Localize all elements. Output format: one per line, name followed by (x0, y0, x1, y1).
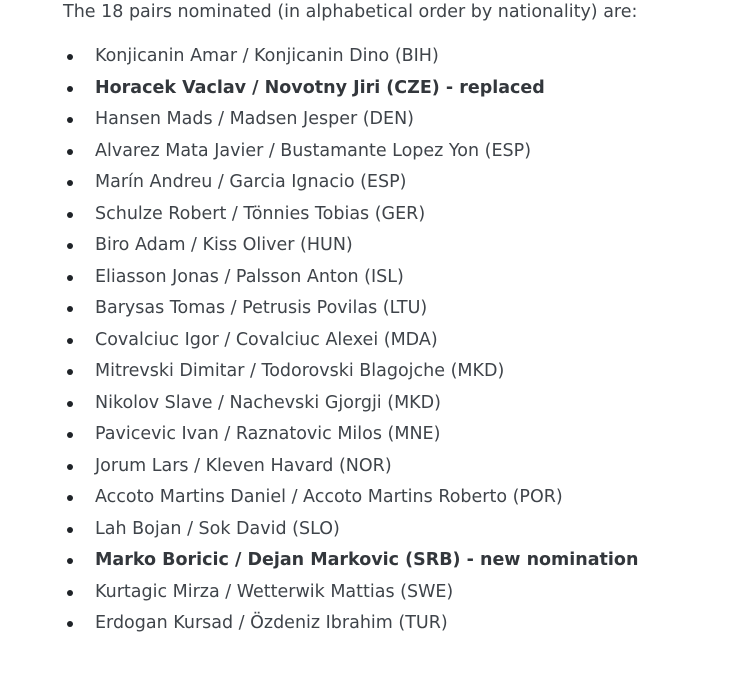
pair-text: Accoto Martins Daniel / Accoto Martins Roberto (POR) (95, 487, 563, 507)
list-item (63, 608, 638, 640)
bullet-icon (67, 306, 73, 312)
pair-text: Covalciuc Igor / Covalciuc Alexei (MDA) (95, 329, 438, 350)
list-item (63, 41, 638, 73)
pair-text: Jorum Lars / Kleven Havard (NOR) (95, 455, 392, 476)
list-item (63, 73, 638, 105)
list-item (63, 104, 638, 136)
pair-text: Schulze Robert / Tönnies Tobias (GER) (95, 203, 426, 224)
bullet-icon (67, 621, 73, 627)
referee-pairs-list (63, 41, 638, 640)
list-item (63, 262, 638, 294)
bullet-icon (67, 495, 73, 501)
list-item (63, 167, 638, 199)
pair-text: Pavicevic Ivan / Raznatovic Milos (MNE) (95, 424, 441, 444)
list-item (63, 545, 638, 577)
pair-text: Konjicanin Amar / Konjicanin Dino (BIH) (95, 46, 439, 66)
list-item (63, 577, 638, 609)
bullet-icon (67, 338, 73, 344)
pair-text: Alvarez Mata Javier / Bustamante Lopez Yon (ESP) (95, 140, 532, 161)
list-item (63, 293, 638, 325)
pair-text: Marko Boricic / Dejan Markovic (SRB) - new nomination (95, 550, 639, 570)
bullet-icon (67, 212, 73, 218)
bullet-icon (67, 180, 73, 186)
pair-text: Hansen Mads / Madsen Jesper (DEN) (95, 109, 415, 129)
pair-text: Barysas Tomas / Petrusis Povilas (LTU) (95, 298, 428, 318)
list-item (63, 230, 638, 262)
article-content (63, 0, 733, 633)
pair-text: Mitrevski Dimitar / Todorovski Blagojche (MKD) (95, 361, 505, 381)
pair-text: Nikolov Slave / Nachevski Gjorgji (MKD) (95, 392, 441, 413)
bullet-icon (67, 117, 73, 123)
list-item (63, 199, 638, 231)
list-item (63, 325, 638, 357)
list-item (63, 419, 638, 451)
bullet-icon (67, 432, 73, 438)
list-item (63, 514, 638, 546)
list-item (63, 388, 638, 420)
intro-text: The 18 pairs nominated (in alphabetical order by nationality) are: (63, 2, 638, 22)
bullet-icon (67, 243, 73, 249)
bullet-icon (67, 464, 73, 470)
pair-text: Biro Adam / Kiss Oliver (HUN) (95, 235, 353, 255)
pair-text: Eliasson Jonas / Palsson Anton (ISL) (95, 266, 404, 287)
pair-text: Kurtagic Mirza / Wetterwik Mattias (SWE) (95, 581, 454, 602)
bullet-icon (67, 558, 73, 564)
list-item (63, 482, 638, 514)
bullet-icon (67, 527, 73, 533)
bullet-icon (67, 86, 73, 92)
bullet-icon (67, 401, 73, 407)
bullet-icon (67, 590, 73, 596)
bullet-icon (67, 275, 73, 281)
bullet-icon (67, 149, 73, 155)
bullet-icon (67, 54, 73, 60)
list-item (63, 356, 638, 388)
pair-text: Erdogan Kursad / Özdeniz Ibrahim (TUR) (95, 613, 448, 633)
list-item (63, 451, 638, 483)
pair-text: Horacek Vaclav / Novotny Jiri (CZE) - replaced (95, 77, 545, 98)
bullet-icon (67, 369, 73, 375)
pair-text: Marín Andreu / Garcia Ignacio (ESP) (95, 172, 407, 192)
list-item (63, 136, 638, 168)
pair-text: Lah Bojan / Sok David (SLO) (95, 518, 340, 539)
